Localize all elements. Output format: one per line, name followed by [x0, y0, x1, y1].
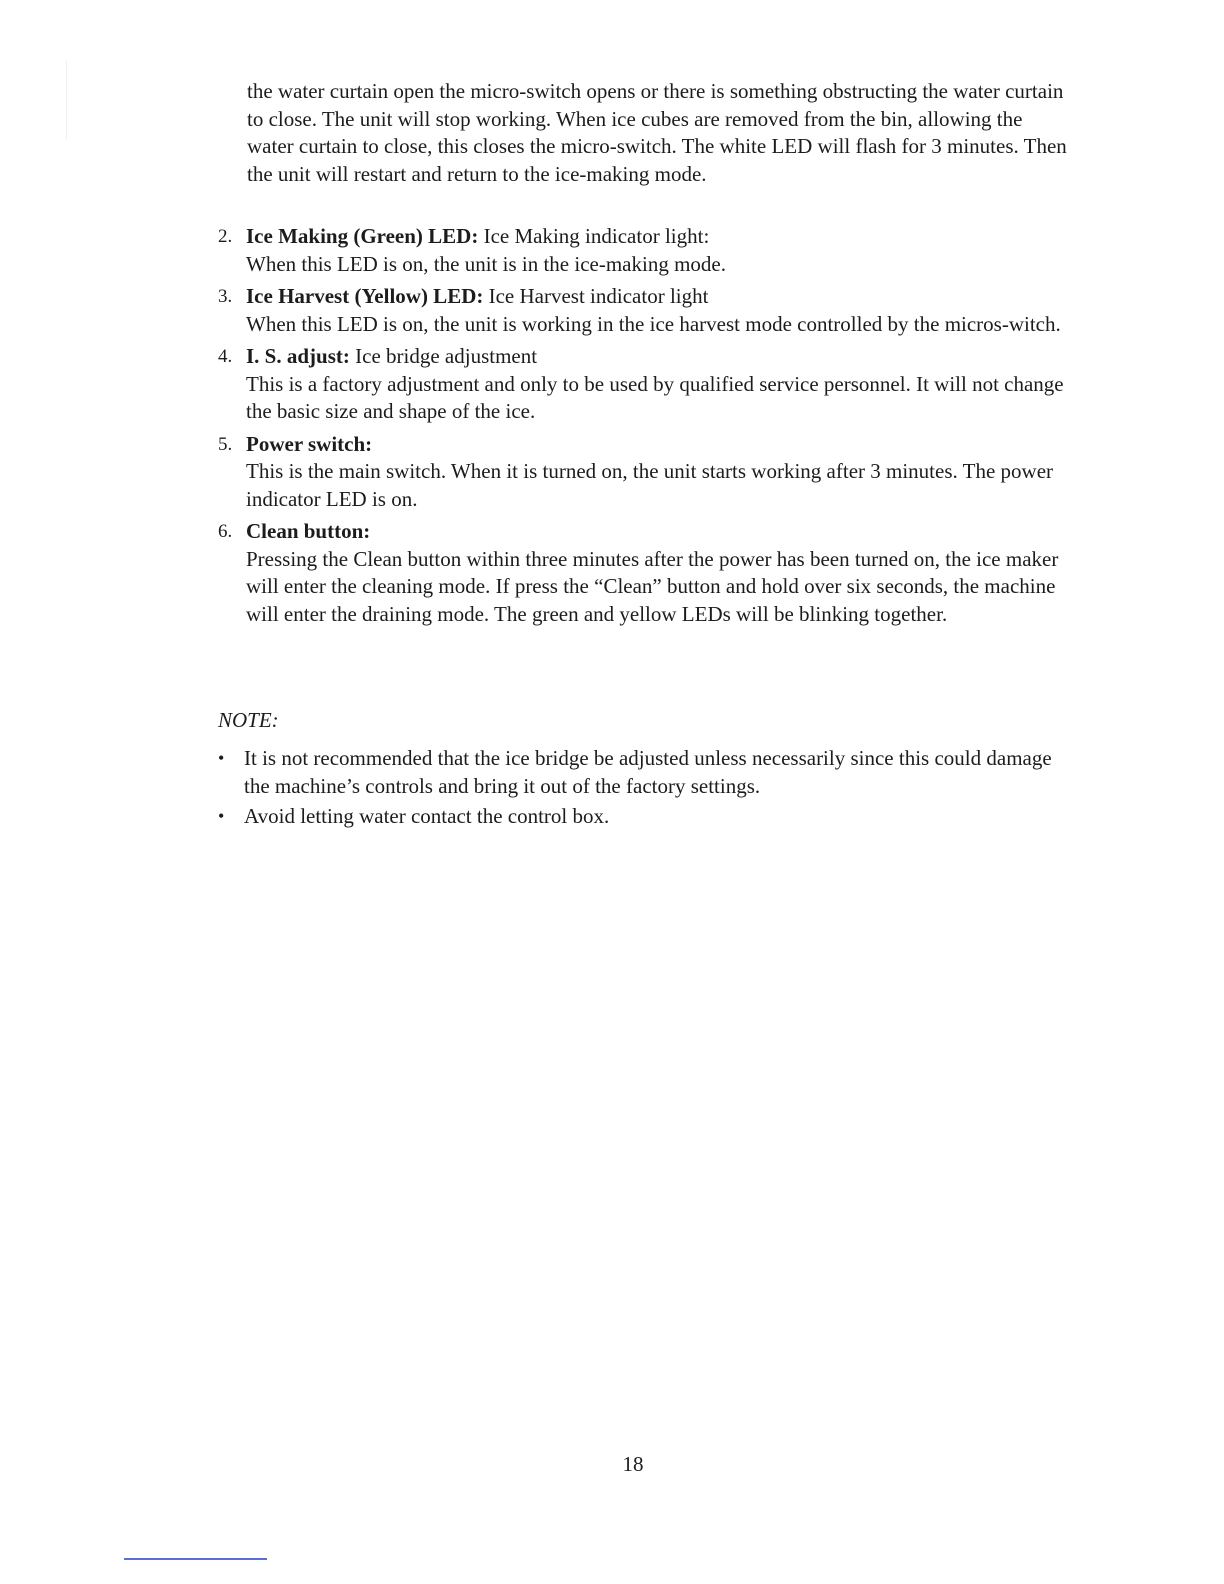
list-item-description: When this LED is on, the unit is working in the ice harvest mode controlled by the micros-witch. — [246, 311, 1061, 336]
note-text: It is not recommended that the ice bridge be adjusted unless necessarily since this could damage the machine’s controls and bring it out of the factory settings. — [244, 746, 1052, 798]
list-item-description: This is the main switch. When it is turned on, the unit starts working after 3 minutes. The power indicator LED is on. — [246, 459, 1054, 511]
list-item-heading — [246, 223, 1078, 251]
list-item-heading — [246, 431, 1078, 459]
list-item-heading — [246, 283, 1078, 311]
list-item-title: Ice Making (Green) LED: — [246, 224, 479, 248]
page-number: 18 — [622, 1452, 644, 1476]
list-item-number: 4. — [218, 346, 233, 367]
note-text: Avoid letting water contact the control box. — [244, 804, 610, 828]
list-item-number: 5. — [218, 433, 233, 455]
list-item-heading — [246, 343, 1078, 371]
list-item — [218, 518, 1078, 628]
scan-edge-shadow — [66, 60, 67, 140]
list-item — [218, 223, 1078, 278]
bullet-icon: • — [218, 806, 225, 826]
list-item-heading — [246, 518, 1078, 546]
list-item — [218, 343, 1078, 426]
list-item — [218, 431, 1078, 514]
numbered-list — [218, 223, 1078, 633]
continuation-paragraph: the water curtain open the micro-switch opens or there is something obstructing the water curtain to close. The unit will stop working. When ice cubes are removed from the bin, allowing the water curtain to close, this closes the micro-switch. The white LED will flash for 3 minutes. Then the unit will restart and return to the ice-making mode. — [247, 79, 1067, 186]
list-item-number: 3. — [218, 286, 233, 307]
list-item-subtitle: Ice bridge adjustment — [349, 344, 538, 368]
list-item-number: 2. — [218, 226, 233, 247]
list-item-description: When this LED is on, the unit is in the ice-making mode. — [246, 251, 726, 276]
bullet-icon: • — [218, 748, 225, 768]
note-bullet — [218, 745, 1078, 800]
note-bullet-list — [218, 745, 1078, 834]
list-item-subtitle: Ice Harvest indicator light — [483, 284, 709, 308]
note-bullet — [218, 803, 1078, 831]
list-item-title: Ice Harvest (Yellow) LED: — [246, 284, 484, 308]
note-label: NOTE: — [218, 708, 279, 732]
list-item — [218, 283, 1078, 338]
list-item-title: Clean button: — [246, 519, 371, 543]
list-item-number: 6. — [218, 521, 233, 542]
list-item-description: Pressing the Clean button within three minutes after the power has been turned on, the ice maker will enter the cleaning mode. If press the “Clean” button and hold over six seconds, the machine will enter the draining mode. The green and yellow LEDs will be blinking together. — [246, 546, 1059, 626]
list-item-title: Power switch: — [246, 431, 373, 456]
list-item-title: I. S. adjust: — [246, 344, 350, 368]
list-item-description: This is a factory adjustment and only to be used by qualified service personnel. It will not change the basic size and shape of the ice. — [246, 371, 1064, 423]
list-item-subtitle: Ice Making indicator light: — [478, 224, 710, 248]
bottom-link-underline — [124, 1558, 267, 1560]
